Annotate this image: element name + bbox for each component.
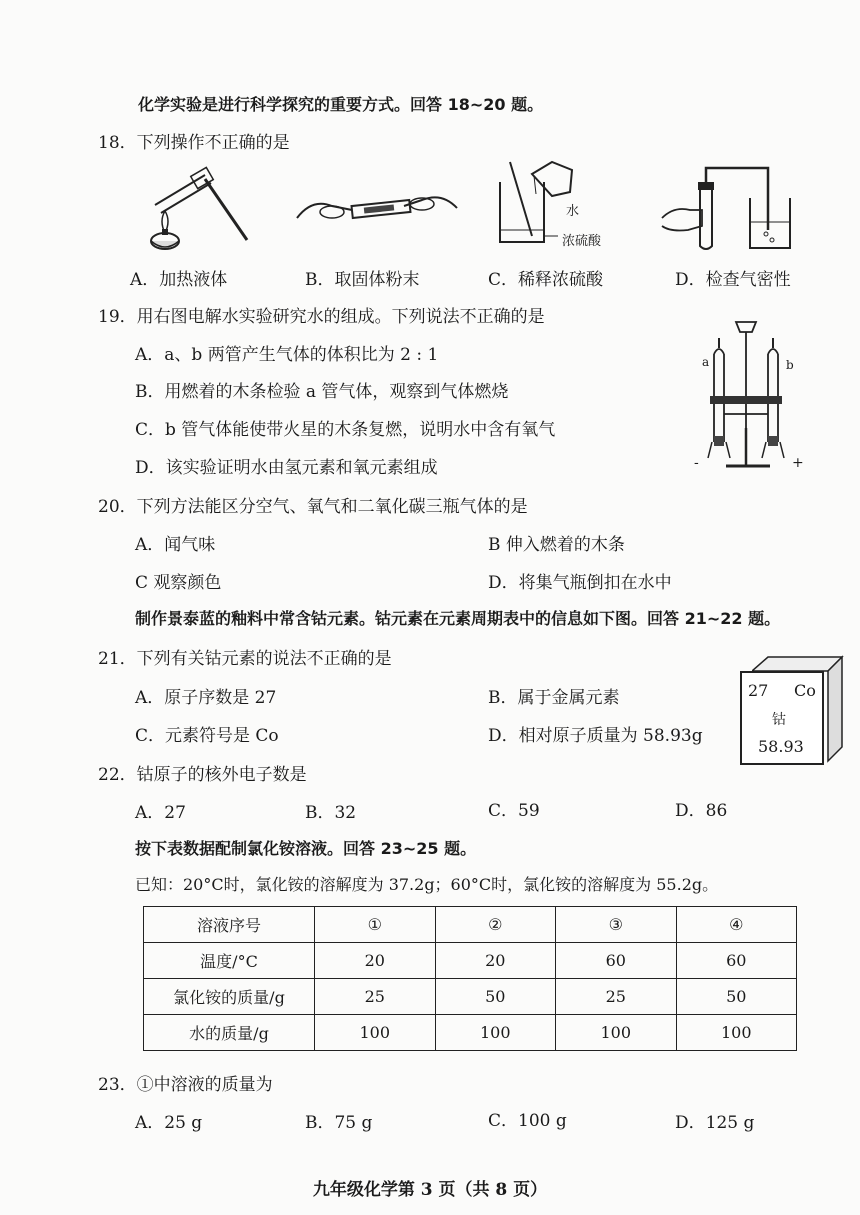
q19-option-d: D．该实验证明水由氢元素和氧元素组成 [135, 458, 438, 478]
question-22-stem: 22．钴原子的核外电子数是 [98, 765, 307, 785]
table-cell: ① [315, 907, 436, 943]
question-19-stem: 19．用右图电解水实验研究水的组成。下列说法不正确的是 [98, 307, 545, 327]
q20-option-c: C 观察颜色 [135, 573, 222, 593]
table-cell: 100 [435, 1015, 556, 1051]
label-plus: + [792, 455, 804, 471]
table-row-label: 溶液序号 [144, 907, 315, 943]
table-cell: 60 [556, 943, 677, 979]
q20-option-d: D．将集气瓶倒扣在水中 [488, 573, 672, 593]
label-water: 水 [566, 204, 580, 219]
section-intro-18-20: 化学实验是进行科学探究的重要方式。回答 18~20 题。 [138, 95, 544, 114]
q23-option-a: A．25 g [135, 1113, 203, 1133]
element-symbol: Co [794, 681, 816, 700]
figure-water-electrolysis [700, 318, 810, 478]
table-cell: 25 [556, 979, 677, 1015]
figure-powder-sampling [292, 178, 462, 238]
table-row-label: 氯化铵的质量/g [144, 979, 315, 1015]
element-card-cobalt [740, 671, 824, 765]
table-row [144, 943, 797, 979]
label-tube-a: a [702, 355, 710, 369]
q19-option-c: C．b 管气体能使带火星的木条复燃，说明水中含有氧气 [135, 420, 556, 440]
label-tube-b: b [786, 358, 794, 372]
q21-option-c: C．元素符号是 Co [135, 726, 279, 746]
q21-option-b: B．属于金属元素 [488, 688, 620, 708]
table-row-label: 水的质量/g [144, 1015, 315, 1051]
question-20-stem: 20．下列方法能区分空气、氧气和二氧化碳三瓶气体的是 [98, 497, 528, 517]
table-row [144, 907, 797, 943]
element-atomic-number: 27 [748, 681, 769, 700]
q18-option-a: A．加热液体 [130, 270, 228, 290]
q20-option-a: A．闻气味 [135, 535, 216, 555]
q23-option-d: D．125 g [675, 1113, 755, 1133]
element-name: 钴 [772, 712, 786, 728]
figure-heating-liquid [135, 155, 265, 255]
label-minus: - [694, 455, 699, 471]
table-row-label: 温度/°C [144, 943, 315, 979]
q21-option-a: A．原子序数是 27 [135, 688, 277, 708]
table-cell: 50 [676, 979, 797, 1015]
q18-option-d: D．检查气密性 [675, 270, 791, 290]
q18-option-b: B．取固体粉末 [305, 270, 420, 290]
table-cell: 100 [315, 1015, 436, 1051]
page-footer: 九年级化学第 3 页（共 8 页） [312, 1180, 548, 1200]
table-cell: ② [435, 907, 556, 943]
q22-option-c: C．59 [488, 801, 540, 821]
known-solubility: 已知：20°C时，氯化铵的溶解度为 37.2g；60°C时，氯化铵的溶解度为 55.2g。 [135, 875, 719, 894]
q18-option-c: C．稀释浓硫酸 [488, 270, 604, 290]
label-concentrated-acid: 浓硫酸 [562, 234, 602, 249]
table-cell: 60 [676, 943, 797, 979]
table-cell: 20 [435, 943, 556, 979]
table-cell: ④ [676, 907, 797, 943]
table-cell: 100 [676, 1015, 797, 1051]
table-row [144, 1015, 797, 1051]
q22-option-a: A．27 [135, 803, 186, 823]
table-cell: 100 [556, 1015, 677, 1051]
table-cell: 50 [435, 979, 556, 1015]
q20-option-b: B 伸入燃着的木条 [488, 535, 625, 555]
q22-option-b: B．32 [305, 803, 357, 823]
q19-option-b: B．用燃着的木条检验 a 管气体，观察到气体燃烧 [135, 382, 509, 402]
solution-table [143, 906, 797, 1051]
q19-option-a: A．a、b 两管产生气体的体积比为 2 : 1 [135, 345, 439, 365]
question-21-stem: 21．下列有关钴元素的说法不正确的是 [98, 649, 392, 669]
q23-option-b: B．75 g [305, 1113, 373, 1133]
section-intro-21-22: 制作景泰蓝的釉料中常含钴元素。钴元素在元素周期表中的信息如下图。回答 21~22 题。 [135, 609, 781, 628]
figure-airtightness-check [660, 160, 800, 255]
table-row [144, 979, 797, 1015]
table-cell: 20 [315, 943, 436, 979]
table-cell: ③ [556, 907, 677, 943]
element-atomic-mass: 58.93 [758, 737, 804, 756]
q22-option-d: D．86 [675, 801, 728, 821]
section-intro-23-25: 按下表数据配制氯化铵溶液。回答 23~25 题。 [135, 839, 477, 858]
q21-option-d: D．相对原子质量为 58.93g [488, 726, 703, 746]
table-cell: 25 [315, 979, 436, 1015]
q23-option-c: C．100 g [488, 1111, 567, 1131]
question-18-stem: 18．下列操作不正确的是 [98, 133, 290, 153]
question-23-stem: 23．①中溶液的质量为 [98, 1075, 273, 1095]
